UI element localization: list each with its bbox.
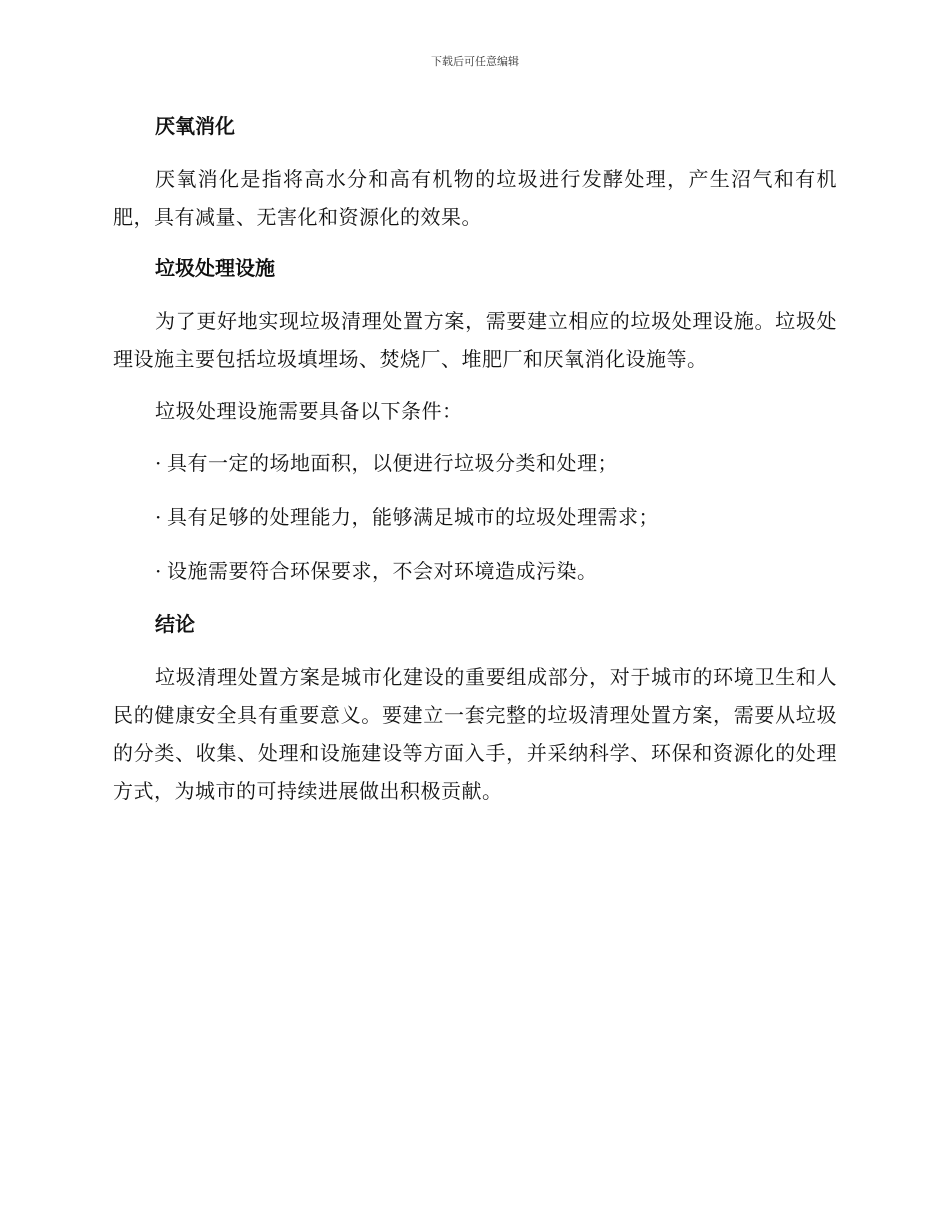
list-item xyxy=(113,552,837,590)
section-heading-facilities: 垃圾处理设施 xyxy=(155,256,275,280)
list-item xyxy=(113,498,837,536)
bullet-dot-icon: · xyxy=(155,451,162,475)
section-heading-anaerobic: 厌氧消化 xyxy=(155,114,235,138)
bullet-dot-icon: · xyxy=(155,559,162,583)
paragraph-anaerobic: 厌氧消化是指将高水分和高有机物的垃圾进行发酵处理，产生沼气和有机肥，具有减量、无害化和资源化的效果。 xyxy=(113,167,837,229)
list-item-text: 设施需要符合环保要求，不会对环境造成污染。 xyxy=(167,559,598,583)
list-item xyxy=(113,444,837,482)
list-item-text: 具有一定的场地面积，以便进行垃圾分类和处理； xyxy=(167,451,618,475)
bullet-dot-icon: · xyxy=(155,505,162,529)
paragraph-conclusion: 垃圾清理处置方案是城市化建设的重要组成部分，对于城市的环境卫生和人民的健康安全具有重要意义。要建立一套完整的垃圾清理处置方案，需要从垃圾的分类、收集、处理和设施建设等方面入手，并采纳科学、环保和资源化的处理方式，为城市的可持续进展做出积极贡献。 xyxy=(113,665,837,803)
list-item-text: 具有足够的处理能力，能够满足城市的垃圾处理需求； xyxy=(167,505,659,529)
section-heading-conclusion: 结论 xyxy=(155,612,195,636)
paragraph-facilities: 为了更好地实现垃圾清理处置方案，需要建立相应的垃圾处理设施。垃圾处理设施主要包括垃圾填埋场、焚烧厂、堆肥厂和厌氧消化设施等。 xyxy=(113,309,837,371)
document-body xyxy=(113,108,837,824)
paragraph-conditions-intro: 垃圾处理设施需要具备以下条件： xyxy=(155,399,463,423)
page-header: 下载后可任意编辑 xyxy=(431,55,519,68)
